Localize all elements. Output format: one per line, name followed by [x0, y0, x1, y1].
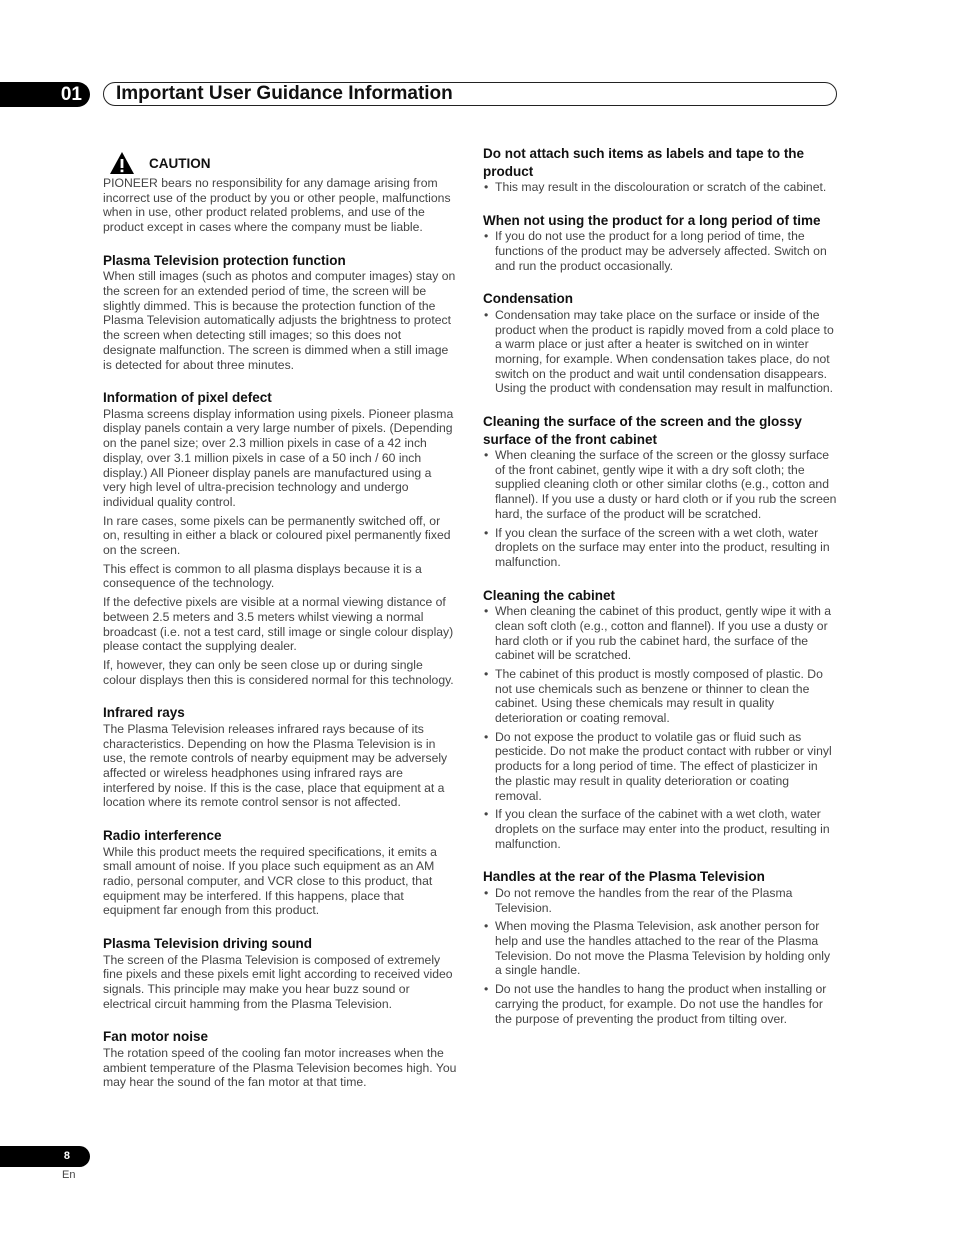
bullet-dot: •	[484, 666, 489, 681]
caution-label: CAUTION	[149, 155, 211, 171]
caution-heading	[109, 150, 457, 176]
bullet-text: Do not remove the handles from the rear of the Plasma Television.	[495, 885, 793, 915]
section-paragraph: Plasma screens display information using pixels. Pioneer plasma display panels contain a very large number of pixels. (Depending on the panel size; over 2.3 million pixels in case of a 42 inch display, over 3.1 million pixels in case of a 50 inch / 60 inch display.) All Pioneer display panels are manufactured using a very high level of ultra-precision technology and undergo individual quality control.	[103, 406, 454, 509]
bullet-dot: •	[484, 448, 489, 463]
section-heading: Fan motor noise	[103, 1029, 209, 1045]
bullet-text: If you do not use the product for a long period of time, the functions of the product may be adversely affected. Switch on and run the product occasionally.	[495, 229, 827, 273]
guidance-section	[103, 704, 457, 810]
bullet-list	[483, 604, 837, 851]
caution-text: PIONEER bears no responsibility for any damage arising from incorrect use of the product by you or other people, malfunctions when in use, other product related problems, and use of the product except in cases where the company must be liable.	[103, 176, 451, 235]
bullet-item	[483, 229, 837, 273]
guidance-section	[483, 145, 837, 195]
guidance-section	[483, 587, 837, 852]
section-paragraph: The Plasma Television releases infrared rays because of its characteristics. Depending on how the Plasma Television is in use, the remote controls of nearby equipment may be adversely affected or wireless headphones using infrared rays are interfered by noise. If this is the case, place that equipment at a location where its remote control sensor is not affected.	[103, 721, 448, 810]
page-title-bar	[103, 82, 837, 106]
bullet-text: The cabinet of this product is mostly composed of plastic. Do not use chemicals such as benzene or thinner to clean the cabinet. Using these chemicals may result in quality deterioration or coating removal.	[495, 666, 823, 726]
section-heading: Condensation	[483, 291, 573, 307]
section-heading: Plasma Television driving sound	[103, 936, 313, 952]
bullet-item	[483, 604, 837, 663]
bullet-list	[483, 886, 837, 1026]
guidance-section	[483, 413, 837, 570]
bullet-list	[483, 180, 837, 195]
bullet-text: When moving the Plasma Television, ask another person for help and use the handles attached to the rear of the Plasma Television. Do not move the Plasma Television by holding only a single handle.	[495, 919, 831, 978]
bullet-dot: •	[484, 729, 489, 744]
bullet-list	[483, 448, 837, 570]
left-column	[103, 150, 457, 1094]
section-heading: Infrared rays	[103, 705, 185, 721]
left-sections	[103, 252, 457, 1090]
section-paragraph: While this product meets the required specifications, it emits a small amount of noise. If you place such equipment as an AM radio, personal computer, and VCR close to this product, that equipment may be interfered. If this happens, place that equipment far enough from this product.	[103, 844, 437, 918]
bullet-text: When cleaning the surface of the screen or the glossy surface of the front cabinet, gently wipe it with a dry soft cloth; the supplied cleaning cloth or other similar cloths (e.g., cotton and flannel). If you use a dusty or hard cloth or if you rub the screen hard, the surface of the product will be scratched.	[495, 448, 837, 521]
bullet-text: When cleaning the cabinet of this product, gently wipe it with a clean soft cloth (e.g., cotton and flannel). If you use a dusty or hard cloth or if you rub the cabinet hard, the surface of the cabinet will be scratched.	[495, 604, 832, 663]
section-heading: Cleaning the surface of the screen and the glossy surface of the front cabinet	[483, 414, 802, 447]
guidance-section	[103, 389, 457, 687]
guidance-section	[483, 212, 837, 274]
bullet-list	[483, 308, 837, 396]
page-number-tab: 8	[0, 1146, 90, 1167]
bullet-item	[483, 180, 837, 195]
guidance-section	[103, 827, 457, 918]
bullet-dot: •	[484, 180, 489, 194]
guidance-section	[103, 935, 457, 1011]
guidance-section	[483, 868, 837, 1026]
bullet-dot: •	[484, 229, 489, 244]
bullet-dot: •	[484, 807, 489, 822]
section-paragraph: If the defective pixels are visible at a normal viewing distance of between 2.5 meters and 3.5 meters whilst viewing a normal broadcast (i.e. not a test card, still image or single colour display) please contact the supplying dealer.	[103, 595, 454, 654]
section-paragraph: The rotation speed of the cooling fan motor increases when the ambient temperature of the Plasma Television becomes high. You may hear the sound of the fan motor at that time.	[103, 1045, 457, 1090]
bullet-text: If you clean the surface of the screen with a wet cloth, water droplets on the surface may enter into the product, resulting in malfunction.	[495, 525, 830, 569]
section-paragraph: This effect is common to all plasma displays because it is a consequence of the technology.	[103, 561, 422, 591]
section-heading: Cleaning the cabinet	[483, 587, 616, 603]
bullet-text: Do not expose the product to volatile gas or fluid such as pesticide. Do not make the product contact with rubber or vinyl products for a long period of time. The effect of plasticizer in the plastic may result in quality deterioration or coating removal.	[495, 729, 832, 803]
bullet-item	[483, 919, 837, 978]
bullet-text: Do not use the handles to hang the product when installing or carrying the product, for example. Do not use the handles for the purpose of preventing the product from tilting over.	[495, 982, 827, 1026]
section-heading: Plasma Television protection function	[103, 252, 346, 268]
chapter-number-tab: 01	[0, 82, 90, 107]
bullet-dot: •	[484, 604, 489, 619]
bullet-dot: •	[484, 885, 489, 900]
bullet-dot: •	[484, 307, 489, 322]
bullet-item	[483, 807, 837, 851]
right-sections	[483, 145, 837, 1026]
section-heading: Information of pixel defect	[103, 390, 272, 406]
section-paragraph: If, however, they can only be seen close up or during single colour displays then this is considered normal for this technology.	[103, 657, 454, 687]
guidance-section	[483, 290, 837, 396]
section-heading: When not using the product for a long period of time	[483, 212, 821, 228]
guidance-section	[103, 1028, 457, 1090]
section-paragraph: When still images (such as photos and computer images) stay on the screen for an extended period of time, the screen will be slightly dimmed. This is because the protection function of the Plasma Television automatically adjusts the brightness to protect the screen when detecting still images; so this does not designate malfunction. The screen is dimmed when a still image is detected for about three minutes.	[103, 269, 456, 372]
section-heading: Radio interference	[103, 828, 222, 844]
bullet-text: This may result in the discolouration or scratch of the cabinet.	[495, 180, 827, 194]
bullet-dot: •	[484, 525, 489, 540]
warning-triangle-icon	[109, 151, 135, 175]
section-heading: Do not attach such items as labels and tape to the product	[483, 146, 805, 179]
page-language: En	[62, 1169, 76, 1181]
bullet-item	[483, 982, 837, 1026]
section-heading: Handles at the rear of the Plasma Television	[483, 869, 765, 885]
section-paragraph: In rare cases, some pixels can be permanently switched off, or on, resulting in either a black or coloured pixel permanently fixed on the screen.	[103, 513, 451, 558]
bullet-list	[483, 229, 837, 273]
bullet-item	[483, 448, 837, 522]
section-paragraph: The screen of the Plasma Television is composed of extremely fine pixels and these pixels emit light according to received video signals. This principle may make you hear buzz sound or electrical circuit hamming from the Plasma Television.	[103, 952, 453, 1011]
right-column	[483, 145, 837, 1030]
bullet-dot: •	[484, 982, 489, 997]
bullet-dot: •	[484, 919, 489, 934]
bullet-item	[483, 667, 837, 726]
guidance-section	[103, 252, 457, 372]
bullet-item	[483, 526, 837, 570]
bullet-item	[483, 886, 837, 915]
bullet-text: If you clean the surface of the cabinet with a wet cloth, water droplets on the surface may enter into the product, resulting in malfunction.	[495, 807, 830, 851]
bullet-text: Condensation may take place on the surface or inside of the product when the product is rapidly moved from a cold place to a warm place or just after a heater is switched on in winter morning, for example. When condensation takes place, do not switch on the product and wait until condensation disappears. Using the product with condensation may result in malfunction.	[495, 307, 834, 396]
page-title: Important User Guidance Information	[116, 83, 453, 104]
bullet-item	[483, 730, 837, 804]
bullet-item	[483, 308, 837, 396]
